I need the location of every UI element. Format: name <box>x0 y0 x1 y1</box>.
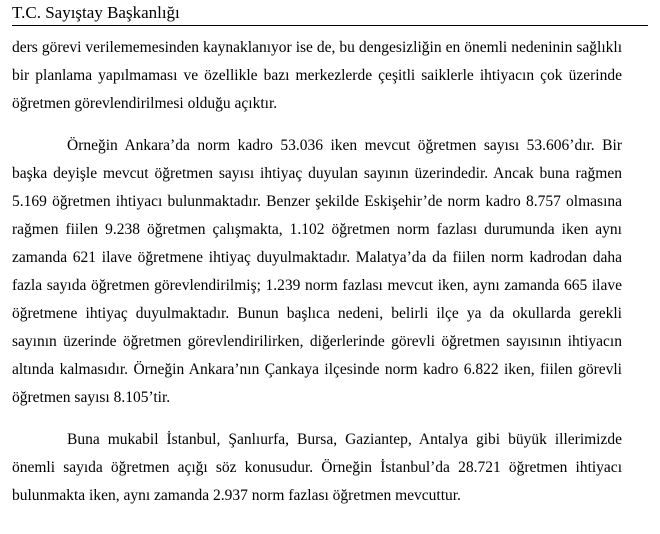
header-divider <box>12 25 648 26</box>
paragraph-ankara-example: Örneğin Ankara’da norm kadro 53.036 iken mevcut öğretmen sayısı 53.606’dır. Bir başka deyişle mevcut öğretmen sayısı ihtiyaç duyulan sayının üzerindedir. Ancak buna rağmen 5.169 öğretmen ihtiyacı bulunmaktadır. Benzer şekilde Eskişehir’de norm kadro 8.757 olmasına rağmen fiilen 9.238 öğretmen çalışmakta, 1.102 öğretmen norm fazlası durumunda iken aynı zamanda 621 ilave öğretmene ihtiyaç duyulmaktadır. Malatya’da da fiilen norm kadrodan daha fazla sayıda öğretmen görevlendirilmiş; 1.239 norm fazlası mevcut iken, aynı zamanda 665 ilave öğretmene ihtiyaç duyulmaktadır. Bunun başlıca nedeni, belirli ilçe ya da okullarda gerekli sayının üzerinde öğretmen görevlendirilirken, diğerlerinde görevli öğretmen sayısının ihtiyacın altında kalmasıdır. Örneğin Ankara’nın Çankaya ilçesinde norm kadro 6.822 iken, fiilen görevli öğretmen sayısı 8.105’tir. <box>12 137 622 406</box>
document-body <box>12 34 622 510</box>
paragraph-istanbul-example: Buna mukabil İstanbul, Şanlıurfa, Bursa, Gaziantep, Antalya gibi büyük illerimizde önemli sayıda öğretmen açığı söz konusudur. Örneğin İstanbul’da 28.721 öğretmen ihtiyacı bulunmakta iken, aynı zamanda 2.937 norm fazlası öğretmen mevcuttur. <box>12 431 622 504</box>
page-header-title: T.C. Sayıştay Başkanlığı <box>12 3 180 22</box>
paragraph-continuation: ders görevi verilememesinden kaynaklanıyor ise de, bu dengesizliğin en önemli nedeninin sağlıklı bir planlama yapılmaması ve özellikle bazı merkezlerde çeşitli saiklerle ihtiyacın çok üzerinde öğretmen görevlendirilmesi olduğu açıktır. <box>12 39 622 112</box>
